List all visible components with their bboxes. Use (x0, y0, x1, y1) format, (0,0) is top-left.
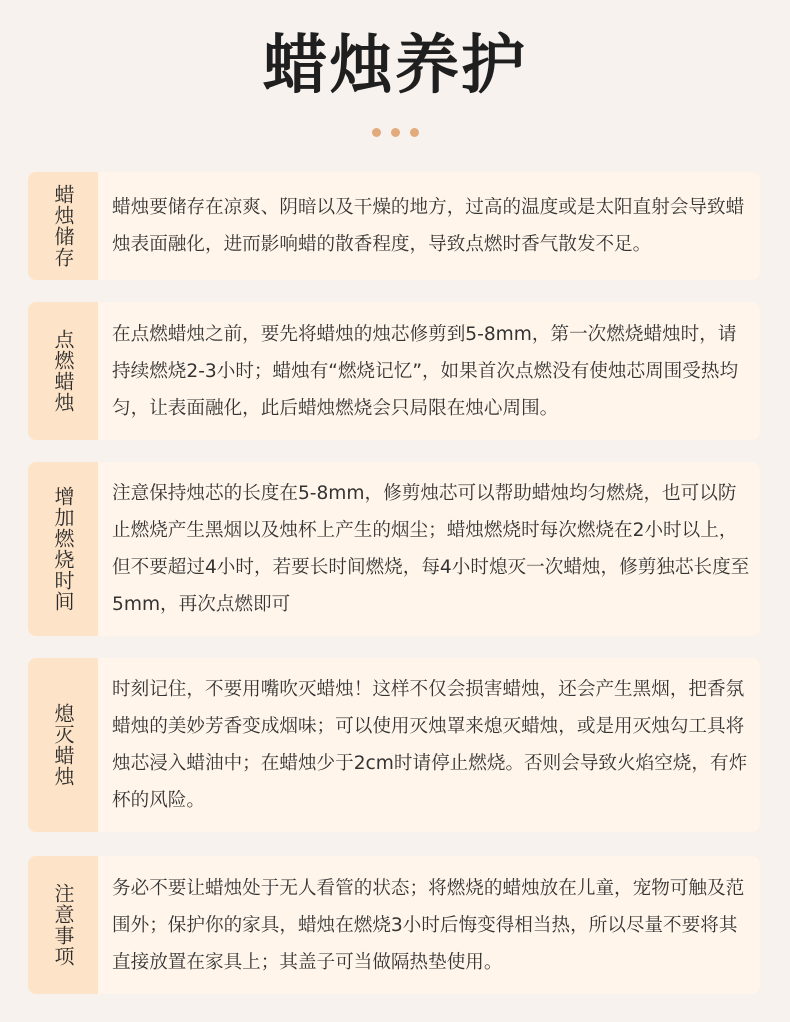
section-card-lighting (28, 302, 760, 440)
decorative-dots (0, 128, 790, 137)
dot-icon (410, 128, 419, 137)
section-card-burn-time (28, 462, 760, 636)
dot-icon (372, 128, 381, 137)
section-label: 蜡烛储存 (51, 184, 75, 268)
section-label: 点燃蜡烛 (51, 329, 75, 413)
dot-icon (391, 128, 400, 137)
section-text: 在点燃蜡烛之前，要先将蜡烛的烛芯修剪到5-8mm，第一次燃烧蜡烛时，请持续燃烧2-3小时；蜡烛有“燃烧记忆”，如果首次点燃没有使烛芯周围受热均匀，让表面融化，此后蜡烛燃烧会只局限在烛心周围。 (112, 323, 739, 419)
section-label-panel (28, 302, 98, 440)
section-card-storage (28, 172, 760, 280)
section-content (98, 658, 760, 832)
section-label: 熄灭蜡烛 (51, 703, 75, 787)
section-content (98, 172, 760, 280)
section-content (98, 302, 760, 440)
section-card-extinguish (28, 658, 760, 832)
section-text: 蜡烛要储存在凉爽、阴暗以及干燥的地方，过高的温度或是太阳直射会导致蜡烛表面融化，进而影响蜡的散香程度，导致点燃时香气散发不足。 (112, 197, 745, 255)
section-card-notes (28, 856, 760, 994)
page-title: 蜡烛养护 (263, 29, 527, 103)
section-text: 务必不要让蜡烛处于无人看管的状态；将燃烧的蜡烛放在儿童，宠物可触及范围外；保护你的家具，蜡烛在燃烧3小时后悔变得相当热，所以尽量不要将其直接放置在家具上；其盖子可当做隔热垫使用。 (112, 877, 745, 973)
section-content (98, 856, 760, 994)
section-label-panel (28, 856, 98, 994)
section-label-panel (28, 172, 98, 280)
section-content (98, 462, 760, 636)
section-label-panel (28, 658, 98, 832)
section-label-panel (28, 462, 98, 636)
section-label: 增加燃烧时间 (51, 486, 75, 612)
section-text: 注意保持烛芯的长度在5-8mm，修剪烛芯可以帮助蜡烛均匀燃烧，也可以防止燃烧产生黑烟以及烛杯上产生的烟尘；蜡烛燃烧时每次燃烧在2小时以上，但不要超过4小时，若要长时间燃烧，每4小时熄灭一次蜡烛，修剪独芯长度至5mm，再次点燃即可 (112, 483, 750, 615)
section-label: 注意事项 (51, 883, 75, 967)
section-text: 时刻记住，不要用嘴吹灭蜡烛！这样不仅会损害蜡烛，还会产生黑烟，把香氛蜡烛的美妙芳香变成烟味；可以使用灭烛罩来熄灭蜡烛，或是用灭烛勾工具将烛芯浸入蜡油中；在蜡烛少于2cm时请停止燃烧。否则会导致火焰空烧，有炸杯的风险。 (112, 679, 748, 811)
